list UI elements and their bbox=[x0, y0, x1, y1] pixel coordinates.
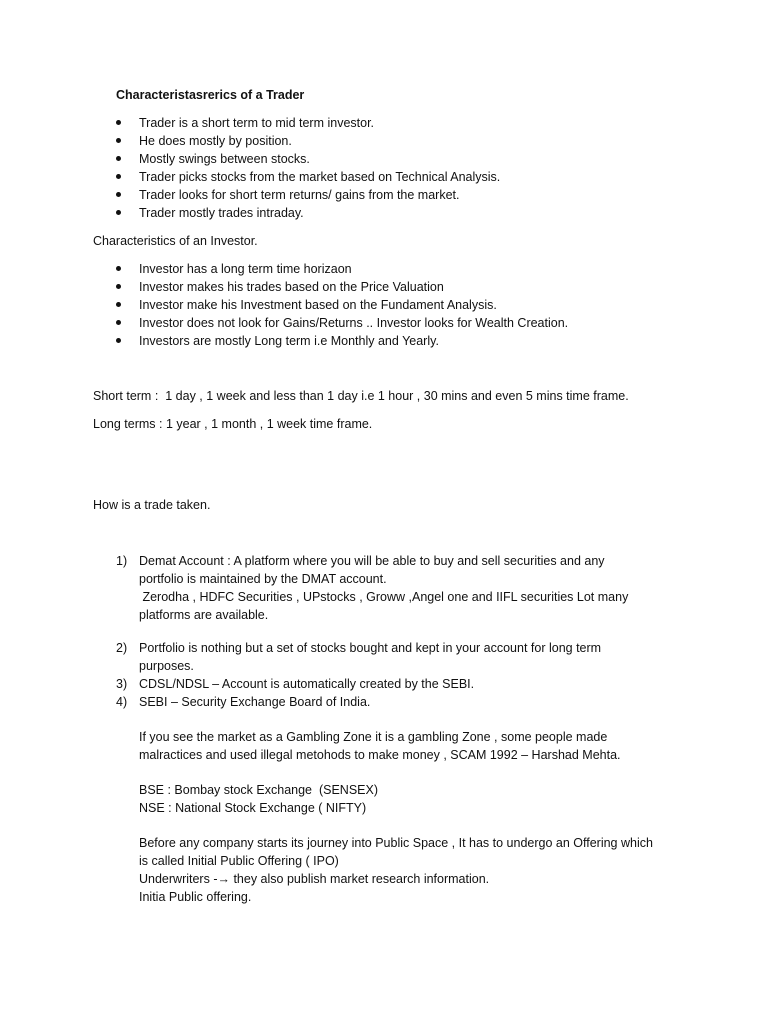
investor-heading: Characteristics of an Investor. bbox=[93, 234, 258, 248]
paragraph-line: BSE : Bombay stock Exchange (SENSEX) bbox=[139, 783, 378, 797]
list-item: Trader mostly trades intraday. bbox=[116, 204, 500, 222]
numbered-item-cdsl bbox=[139, 675, 699, 693]
list-marker: 3) bbox=[116, 677, 128, 691]
list-item: Trader picks stocks from the market based on Technical Analysis. bbox=[116, 168, 500, 186]
paragraph-line: Portfolio is nothing but a set of stocks bought and kept in your account for long term bbox=[139, 641, 602, 655]
list-item: Investor does not look for Gains/Returns .. Investor looks for Wealth Creation. bbox=[116, 314, 568, 332]
paragraph-line: platforms are available. bbox=[139, 608, 269, 622]
short-term-definition: Short term : 1 day , 1 week and less than 1 day i.e 1 hour , 30 mins and even 5 mins time frame. bbox=[93, 389, 629, 403]
paragraph-line: is called Initial Public Offering ( IPO) bbox=[139, 854, 339, 868]
list-item: Investor has a long term time horizaon bbox=[116, 260, 568, 278]
numbered-item-demat bbox=[139, 552, 699, 624]
list-marker: 4) bbox=[116, 695, 128, 709]
list-marker: 2) bbox=[116, 641, 128, 655]
ipo-paragraph bbox=[139, 834, 699, 906]
list-item: Mostly swings between stocks. bbox=[116, 150, 500, 168]
long-term-definition: Long terms : 1 year , 1 month , 1 week time frame. bbox=[93, 417, 373, 431]
paragraph-line: Before any company starts its journey into Public Space , It has to undergo an Offering which bbox=[139, 836, 653, 850]
list-marker: 1) bbox=[116, 554, 128, 568]
trader-list bbox=[116, 114, 500, 222]
exchanges-paragraph bbox=[139, 781, 699, 817]
investor-list bbox=[116, 260, 568, 350]
paragraph-line: malractices and used illegal metohods to make money , SCAM 1992 – Harshad Mehta. bbox=[139, 748, 621, 762]
paragraph-line: SEBI – Security Exchange Board of India. bbox=[139, 695, 371, 709]
list-item: He does mostly by position. bbox=[116, 132, 500, 150]
gambling-paragraph bbox=[139, 728, 699, 764]
paragraph-line: NSE : National Stock Exchange ( NIFTY) bbox=[139, 801, 367, 815]
list-item: Trader looks for short term returns/ gains from the market. bbox=[116, 186, 500, 204]
paragraph-line: CDSL/NDSL – Account is automatically created by the SEBI. bbox=[139, 677, 475, 691]
paragraph-line: Zerodha , HDFC Securities , UPstocks , Groww ,Angel one and IIFL securities Lot many bbox=[139, 590, 629, 604]
paragraph-line: portfolio is maintained by the DMAT account. bbox=[139, 572, 387, 586]
paragraph-line: Underwriters -→ they also publish market research information. bbox=[139, 872, 490, 886]
list-item: Investor makes his trades based on the Price Valuation bbox=[116, 278, 568, 296]
paragraph-line: Demat Account : A platform where you will be able to buy and sell securities and any bbox=[139, 554, 605, 568]
paragraph-line: purposes. bbox=[139, 659, 194, 673]
paragraph-line: Initia Public offering. bbox=[139, 890, 252, 904]
paragraph-line: If you see the market as a Gambling Zone it is a gambling Zone , some people made bbox=[139, 730, 608, 744]
numbered-item-portfolio bbox=[139, 639, 699, 675]
trader-title: Characteristasrerics of a Trader bbox=[116, 88, 305, 102]
list-item: Trader is a short term to mid term investor. bbox=[116, 114, 500, 132]
list-item: Investor make his Investment based on the Fundament Analysis. bbox=[116, 296, 568, 314]
trade-heading: How is a trade taken. bbox=[93, 498, 211, 512]
numbered-item-sebi bbox=[139, 693, 699, 711]
list-item: Investors are mostly Long term i.e Monthly and Yearly. bbox=[116, 332, 568, 350]
